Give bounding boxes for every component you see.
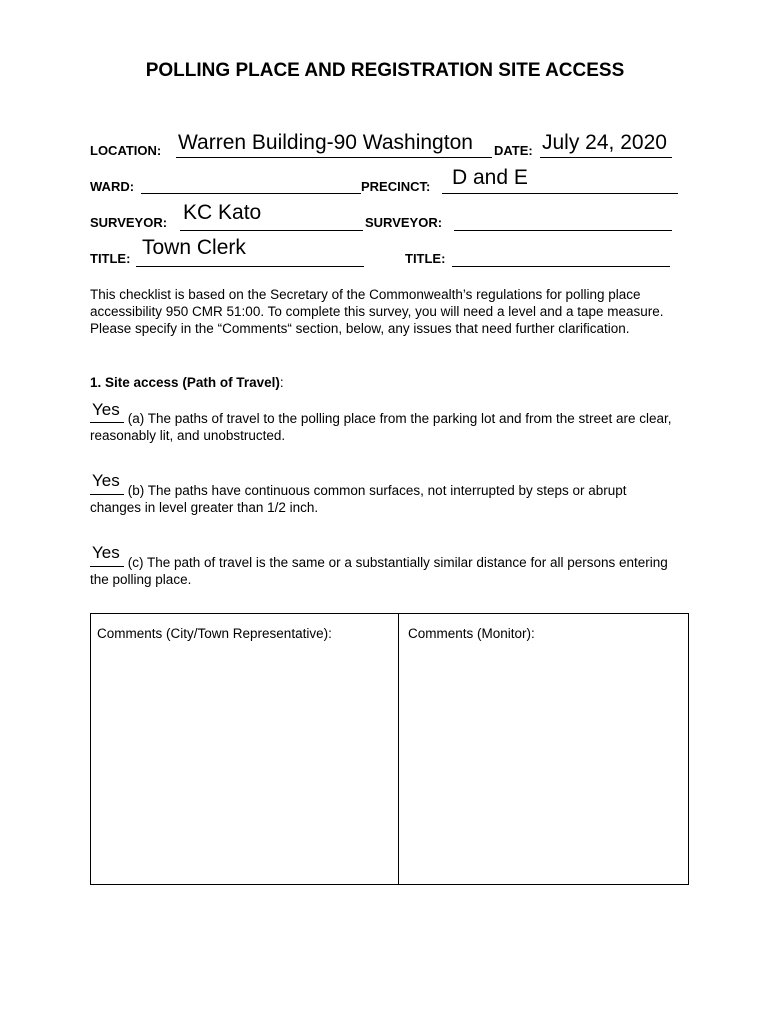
item-a-line-1: (a) The paths of travel to the polling place from the parking lot and from the street are clear, <box>127 411 672 426</box>
location-value[interactable]: Warren Building-90 Washington <box>178 131 473 154</box>
precinct-value[interactable]: D and E <box>452 166 528 189</box>
item-c <box>90 554 750 588</box>
surveyor2-line <box>454 230 672 231</box>
item-c-answer[interactable]: Yes <box>92 543 120 562</box>
date-value[interactable]: July 24, 2020 <box>542 131 667 154</box>
comments-city-cell[interactable] <box>91 614 397 884</box>
section-heading-colon: : <box>279 375 284 390</box>
ward-line <box>141 193 361 194</box>
item-a-line-2: reasonably lit, and unobstructed. <box>90 428 286 443</box>
comments-divider <box>398 614 399 884</box>
document-title: POLLING PLACE AND REGISTRATION SITE ACCESS <box>145 60 625 81</box>
item-b-answer[interactable]: Yes <box>92 471 120 490</box>
date-line <box>540 157 672 158</box>
comments-city-label: Comments (City/Town Representative): <box>97 626 332 641</box>
item-c-line-2: the polling place. <box>90 572 192 587</box>
intro-paragraph <box>90 286 750 337</box>
location-label: LOCATION: <box>90 143 162 158</box>
title2-line <box>452 266 670 267</box>
comments-monitor-label: Comments (Monitor): <box>408 626 535 641</box>
item-a <box>90 410 750 444</box>
surveyor-label: SURVEYOR: <box>90 215 168 230</box>
item-a-answer[interactable]: Yes <box>92 400 120 419</box>
precinct-label: PRECINCT: <box>361 179 431 194</box>
location-line <box>176 157 492 158</box>
item-b-line-2: changes in level greater than 1/2 inch. <box>90 500 319 515</box>
title-line <box>136 266 364 267</box>
item-c-blank[interactable] <box>90 555 124 567</box>
intro-line-3: Please specify in the “Comments“ section, below, any issues that need further clarification. <box>90 321 630 336</box>
intro-line-1: This checklist is based on the Secretary of the Commonwealth’s regulations for polling place <box>90 287 641 302</box>
surveyor-line <box>180 230 363 231</box>
surveyor-value[interactable]: KC Kato <box>183 201 262 224</box>
title2-label: TITLE: <box>405 251 446 266</box>
section-heading <box>90 375 284 390</box>
item-b-line-1: (b) The paths have continuous common surfaces, not interrupted by steps or abrupt <box>127 483 627 498</box>
item-b <box>90 482 750 516</box>
surveyor2-label: SURVEYOR: <box>365 215 443 230</box>
intro-line-2: accessibility 950 CMR 51:00. To complete this survey, you will need a level and a tape measure. <box>90 304 664 319</box>
ward-label: WARD: <box>90 179 135 194</box>
item-b-blank[interactable] <box>90 483 124 495</box>
section-heading-text: 1. Site access (Path of Travel) <box>90 375 280 390</box>
item-c-line-1: (c) The path of travel is the same or a substantially similar distance for all persons entering <box>127 555 668 570</box>
date-label: DATE: <box>494 143 533 158</box>
title-label: TITLE: <box>90 251 131 266</box>
comments-monitor-cell[interactable] <box>402 614 688 884</box>
comments-table <box>90 613 689 885</box>
title-value[interactable]: Town Clerk <box>142 236 246 259</box>
item-a-blank[interactable] <box>90 411 124 423</box>
precinct-line <box>442 193 678 194</box>
